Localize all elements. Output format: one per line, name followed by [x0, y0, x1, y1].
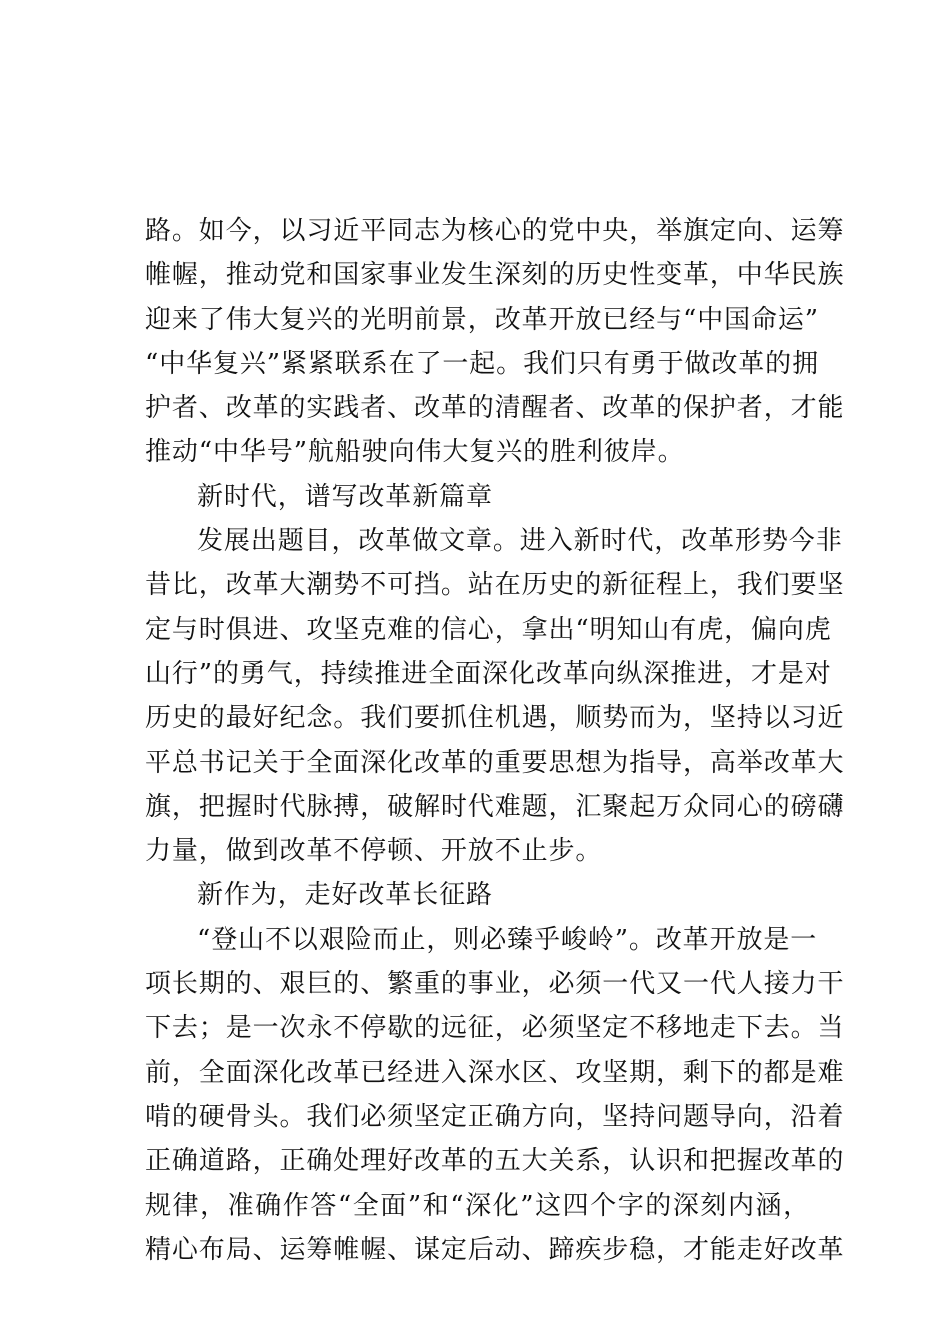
text-line: 山行”的勇气，持续推进全面深化改革向纵深推进，才是对	[145, 658, 832, 689]
section-heading: 新作为，走好改革长征路	[197, 880, 493, 911]
text-line: 迎来了伟大复兴的光明前景，改革开放已经与“中国命运”	[145, 304, 819, 335]
text-line: 精心布局、运筹帷幄、谋定后动、蹄疾步稳，才能走好改革	[145, 1234, 845, 1265]
text-line: 规律，准确作答“全面”和“深化”这四个字的深刻内涵，	[145, 1190, 810, 1221]
text-line: 护者、改革的实践者、改革的清醒者、改革的保护者，才能	[145, 393, 845, 424]
text-line: 啃的硬骨头。我们必须坚定正确方向，坚持问题导向，沿着	[145, 1101, 845, 1132]
text-line: 项长期的、艰巨的、繁重的事业，必须一代又一代人接力干	[145, 969, 845, 1000]
text-line: 正确道路，正确处理好改革的五大关系，认识和把握改革的	[145, 1146, 845, 1177]
text-line: 平总书记关于全面深化改革的重要思想为指导，高举改革大	[145, 747, 845, 778]
text-line: 推动“中华号”航船驶向伟大复兴的胜利彼岸。	[145, 437, 685, 468]
text-line: 下去；是一次永不停歇的远征，必须坚定不移地走下去。当	[145, 1013, 845, 1044]
text-line: “登山不以艰险而止，则必臻乎峻岭”。改革开放是一	[197, 924, 818, 955]
text-line: 帷幄，推动党和国家事业发生深刻的历史性变革，中华民族	[145, 260, 845, 291]
text-line: 定与时俱进、攻坚克难的信心，拿出“明知山有虎，偏向虎	[145, 614, 832, 645]
section-heading: 新时代，谱写改革新篇章	[197, 481, 493, 512]
text-line: 昔比，改革大潮势不可挡。站在历史的新征程上，我们要坚	[145, 570, 845, 601]
text-line: 旗，把握时代脉搏，破解时代难题，汇聚起万众同心的磅礴	[145, 791, 845, 822]
text-line: 历史的最好纪念。我们要抓住机遇，顺势而为，坚持以习近	[145, 703, 845, 734]
text-line: 力量，做到改革不停顿、开放不止步。	[145, 836, 603, 867]
text-line: “中华复兴”紧紧联系在了一起。我们只有勇于做改革的拥	[145, 348, 819, 379]
text-line: 前，全面深化改革已经进入深水区、攻坚期，剩下的都是难	[145, 1057, 845, 1088]
text-line: 发展出题目，改革做文章。进入新时代，改革形势今非	[197, 526, 843, 557]
document-body	[145, 209, 845, 1272]
text-line: 路。如今，以习近平同志为核心的党中央，举旗定向、运筹	[145, 216, 845, 246]
